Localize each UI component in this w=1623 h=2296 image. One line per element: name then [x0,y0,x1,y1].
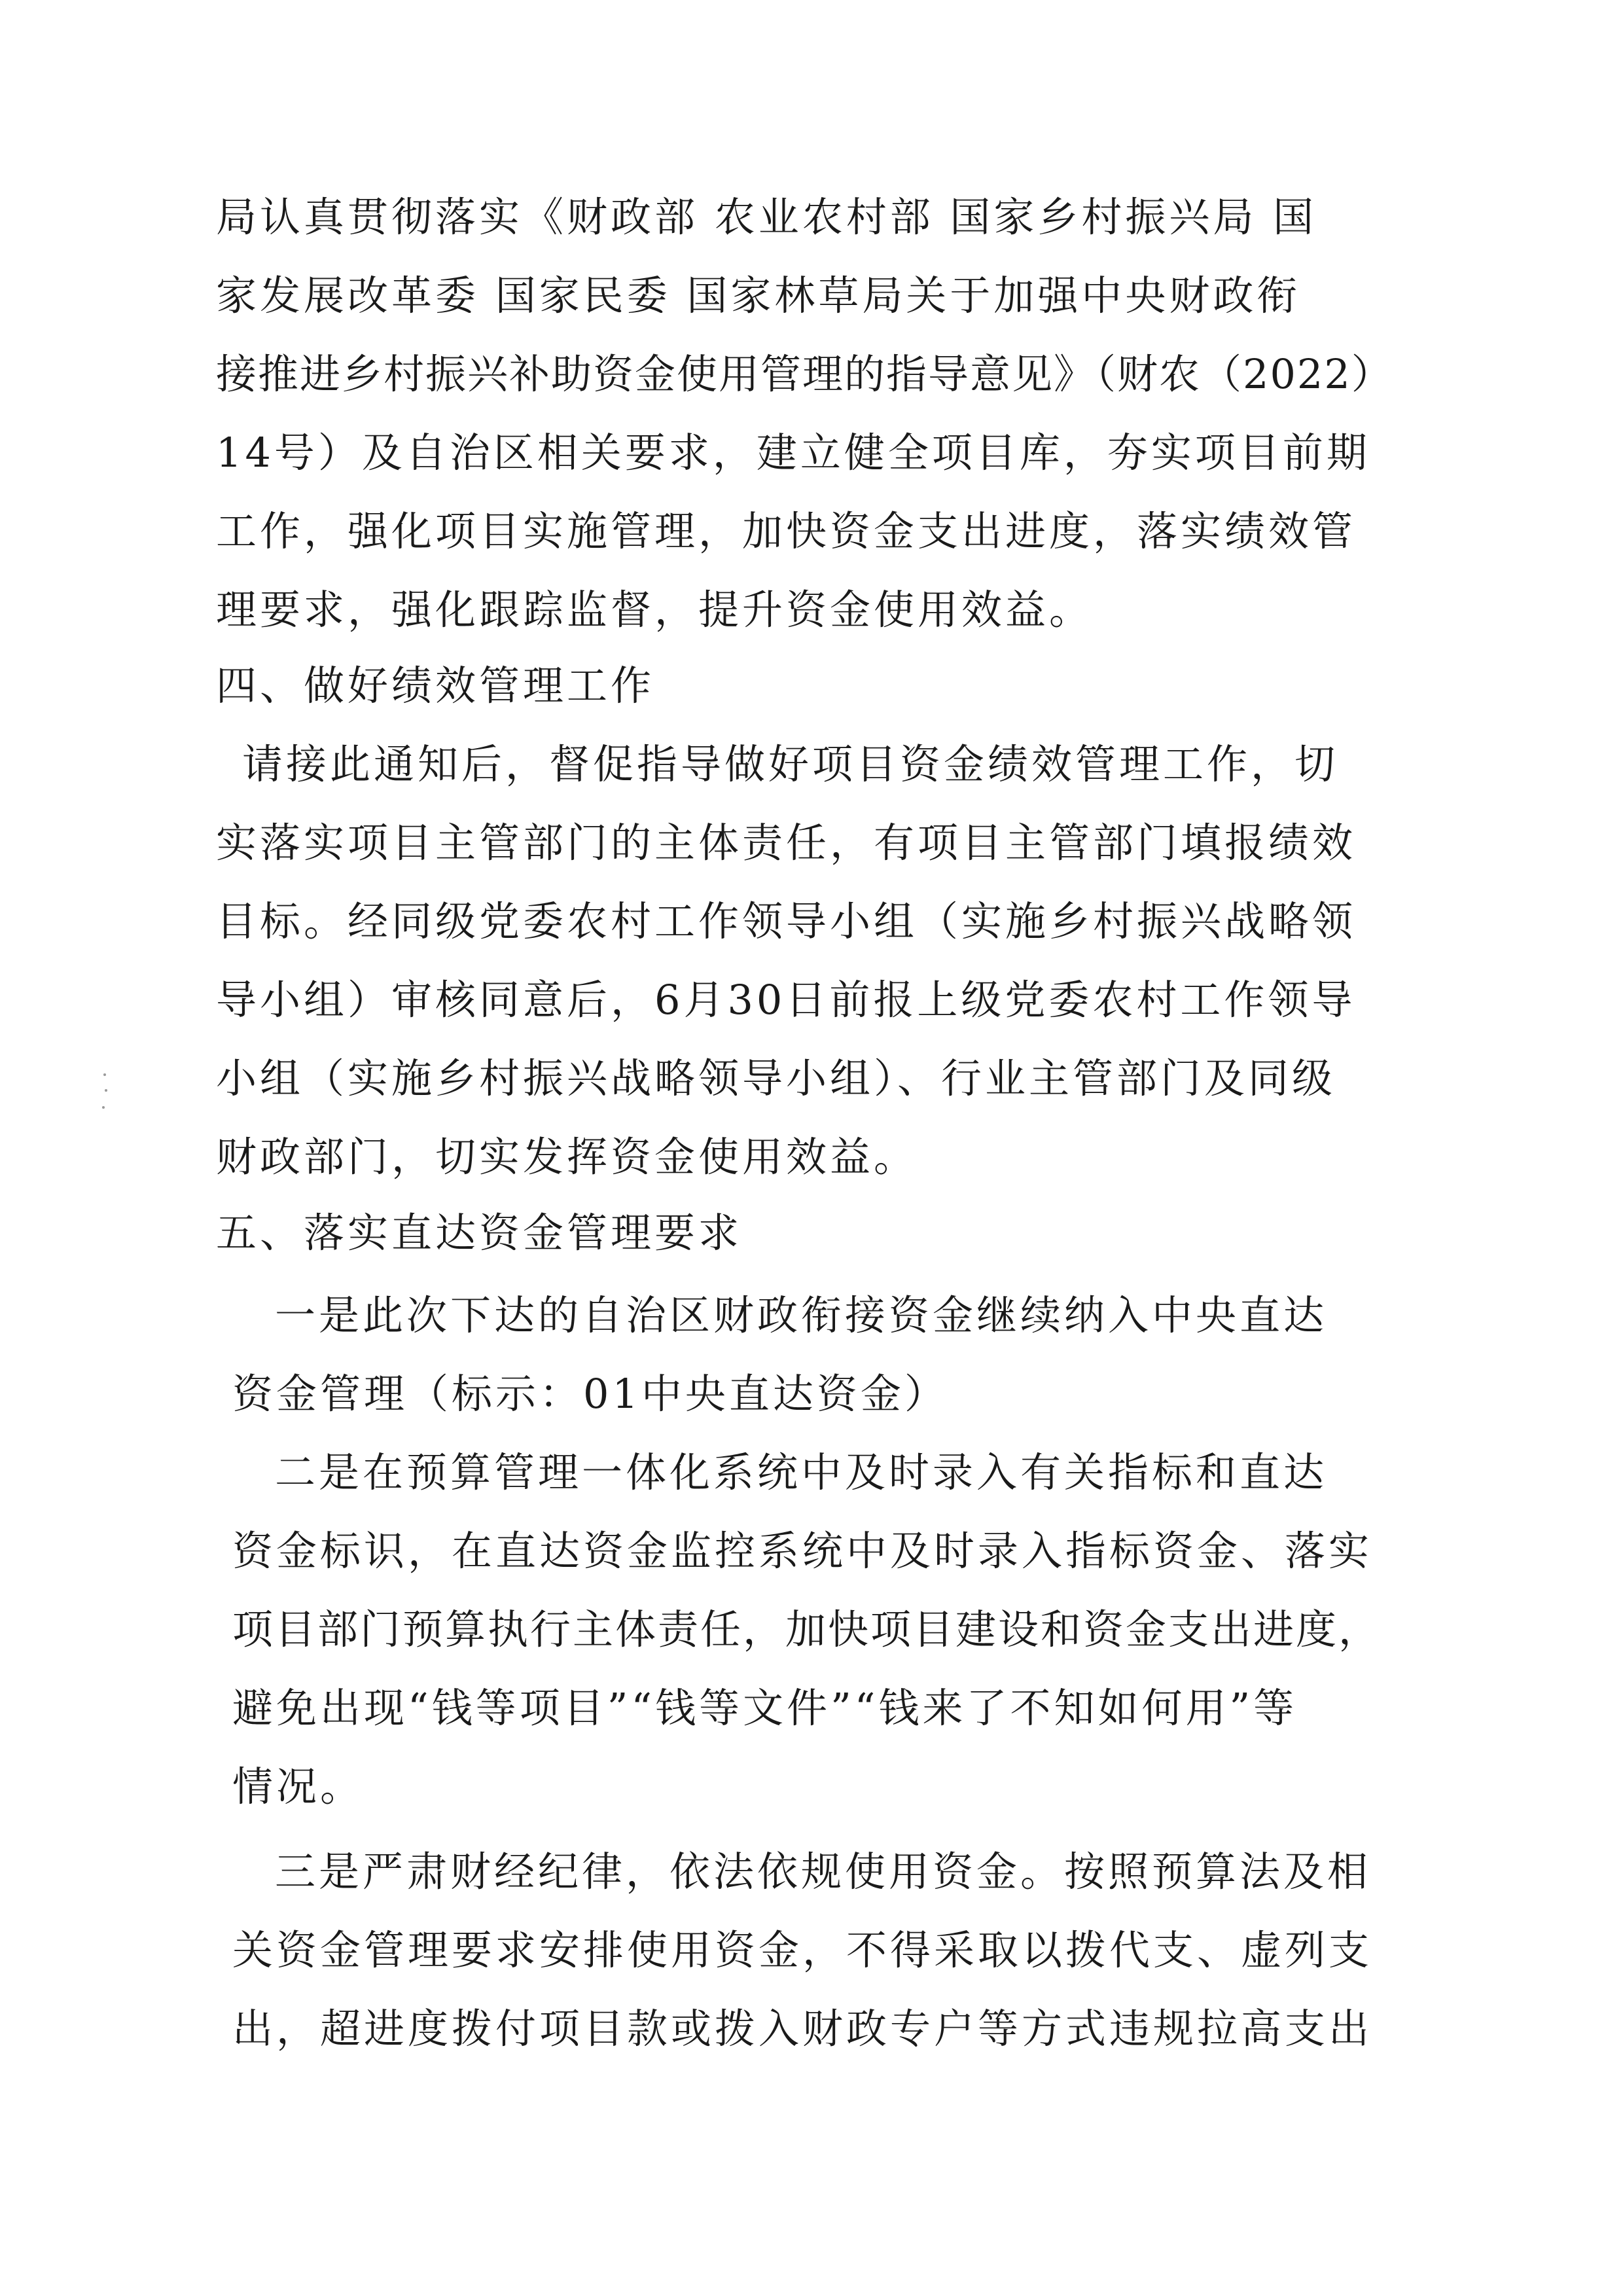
paragraph-5-line-3: 出，超进度拨付项目款或拨入财政专户等方式违规拉高支出 [232,2005,1373,2053]
paragraph-4-line-1: 二是在预算管理一体化系统中及时录入有关指标和直达 [275,1448,1328,1496]
paragraph-4-line-4: 避免出现“钱等项目”“钱等文件”“钱来了不知如何用”等 [232,1684,1298,1732]
paragraph-4-line-2: 资金标识，在直达资金监控系统中及时录入指标资金、落实 [232,1527,1373,1575]
paragraph-4-line-3: 项目部门预算执行主体责任，加快项目建设和资金支出进度， [232,1605,1382,1653]
paragraph-1-line-1: 局认真贯彻落实《财政部 农业农村部 国家乡村振兴局 国 [216,193,1317,241]
paragraph-1-line-3: 接推进乡村振兴补助资金使用管理的指导意见》（财农（2022） [216,350,1393,398]
paragraph-1-line-5: 工作，强化项目实施管理，加快资金支出进度，落实绩效管 [216,507,1357,555]
paragraph-2-line-5: 小组（实施乡村振兴战略领导小组）、行业主管部门及同级 [216,1054,1336,1102]
paragraph-3-line-2: 资金管理（标示：01中央直达资金） [232,1370,948,1418]
paragraph-5-line-2: 关资金管理要求安排使用资金，不得采取以拨代支、虚列支 [232,1926,1373,1974]
scan-speck [103,1073,106,1076]
paragraph-5-line-1: 三是严肃财经纪律，依法依规使用资金。按照预算法及相 [275,1848,1372,1895]
paragraph-2-line-1: 请接此通知后，督促指导做好项目资金绩效管理工作，切 [242,740,1339,788]
paragraph-2-line-4: 导小组）审核同意后，6月30日前报上级党委农村工作领导 [216,976,1356,1024]
section-heading-5: 五、落实直达资金管理要求 [216,1209,743,1257]
section-heading-4: 四、做好绩效管理工作 [216,662,655,709]
scan-speck [105,1089,107,1092]
paragraph-1-line-4: 14号）及自治区相关要求，建立健全项目库，夯实项目前期 [216,429,1370,476]
paragraph-1-line-2: 家发展改革委 国家民委 国家林草局关于加强中央财政衔 [216,272,1301,319]
paragraph-3-line-1: 一是此次下达的自治区财政衔接资金继续纳入中央直达 [275,1291,1328,1339]
scan-speck [102,1106,105,1109]
paragraph-2-line-3: 目标。经同级党委农村工作领导小组（实施乡村振兴战略领 [216,897,1357,945]
paragraph-1-line-6: 理要求，强化跟踪监督，提升资金使用效益。 [216,586,1094,634]
paragraph-2-line-6: 财政部门，切实发挥资金使用效益。 [216,1133,918,1181]
paragraph-4-line-5: 情况。 [232,1763,365,1810]
paragraph-2-line-2: 实落实项目主管部门的主体责任，有项目主管部门填报绩效 [216,819,1357,867]
